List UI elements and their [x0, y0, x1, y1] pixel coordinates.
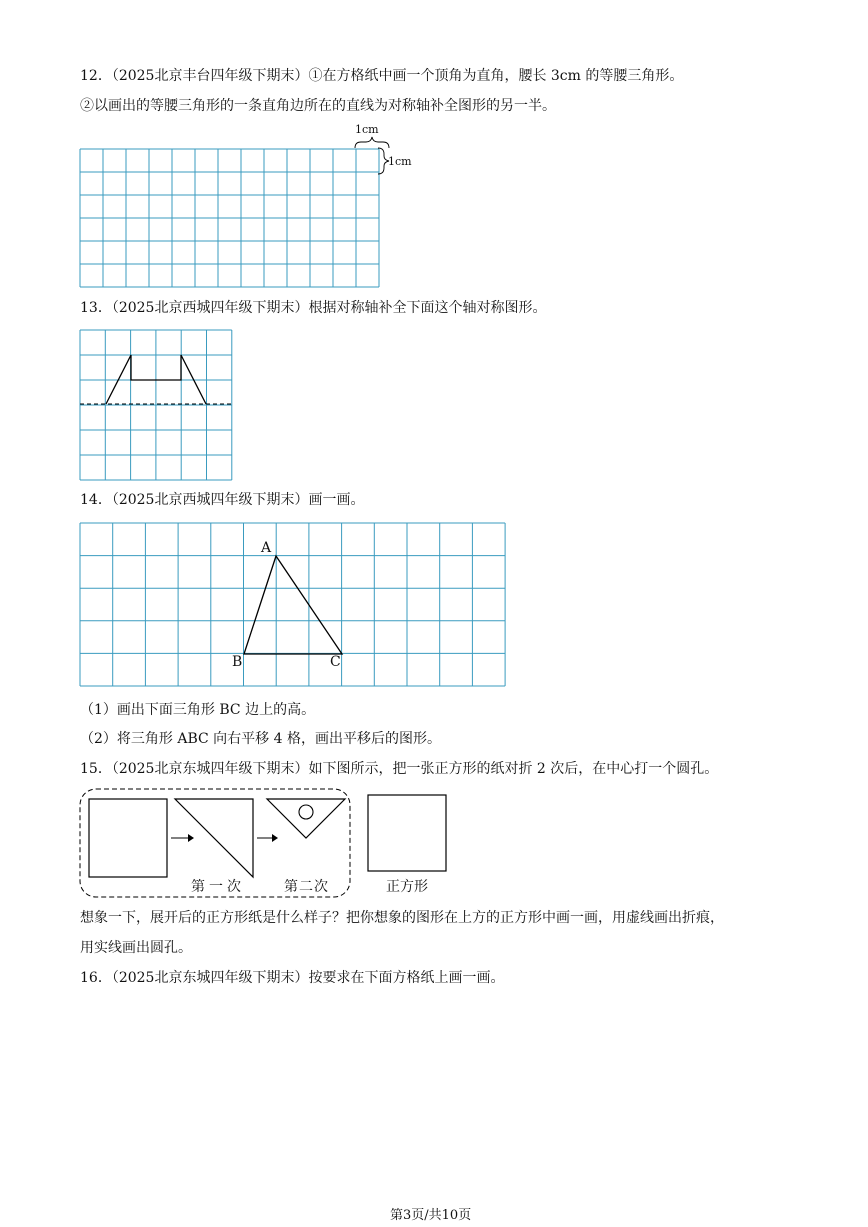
q15-para1: 想象一下，展开后的正方形纸是什么样子？把你想象的图形在上方的正方形中画一画，用虚线画出折痕，: [80, 910, 724, 926]
q13-grid-paper[interactable]: [80, 330, 232, 480]
q12-line1: 12．（2025北京丰台四年级下期末）①在方格纸中画一个顶角为直角，腰长 3cm 的等腰三角形。: [80, 68, 684, 84]
page-footer: 第3页/共10页: [390, 1208, 472, 1223]
folding-process-frame: [80, 789, 350, 897]
arrow-icon: [171, 834, 194, 842]
q15-para2: 用实线画出圆孔。: [80, 940, 192, 956]
unit-height-brace: [378, 148, 389, 174]
q16-text: 16．（2025北京东城四年级下期末）按要求在下面方格纸上画一画。: [80, 970, 505, 986]
vertex-b-label: B: [232, 654, 243, 670]
caption-second-fold: 第二次: [284, 879, 329, 895]
q12-line2: ②以画出的等腰三角形的一条直角边所在的直线为对称轴补全图形的另一半。: [80, 98, 556, 114]
q15-text: 15．（2025北京东城四年级下期末）如下图所示，把一张正方形的纸对折 2 次后，在中心打一个圆孔。: [80, 761, 719, 777]
punched-hole-circle: [299, 805, 313, 819]
q14-sub1: （1）画出下面三角形 BC 边上的高。: [80, 702, 316, 718]
caption-square: 正方形: [386, 879, 428, 895]
vertex-a-label: A: [261, 540, 272, 556]
unit-width-brace: [355, 137, 389, 148]
q14-text: 14．（2025北京西城四年级下期末）画一画。: [80, 492, 365, 508]
arrow-icon: [257, 834, 278, 842]
unit-width-label: 1cm: [355, 123, 379, 136]
vertex-c-label: C: [330, 654, 341, 670]
unit-height-label: 1cm: [388, 155, 412, 168]
q13-text: 13．（2025北京西城四年级下期末）根据对称轴补全下面这个轴对称图形。: [80, 300, 547, 316]
q14-sub2: （2）将三角形 ABC 向右平移 4 格，画出平移后的图形。: [80, 731, 441, 747]
caption-first-fold: 第一次: [191, 879, 245, 895]
q14-grid-paper[interactable]: [80, 523, 505, 686]
answer-square[interactable]: [368, 795, 446, 871]
original-square: [89, 799, 167, 877]
triangle-abc: [244, 556, 342, 654]
q12-grid-paper[interactable]: [80, 149, 379, 287]
